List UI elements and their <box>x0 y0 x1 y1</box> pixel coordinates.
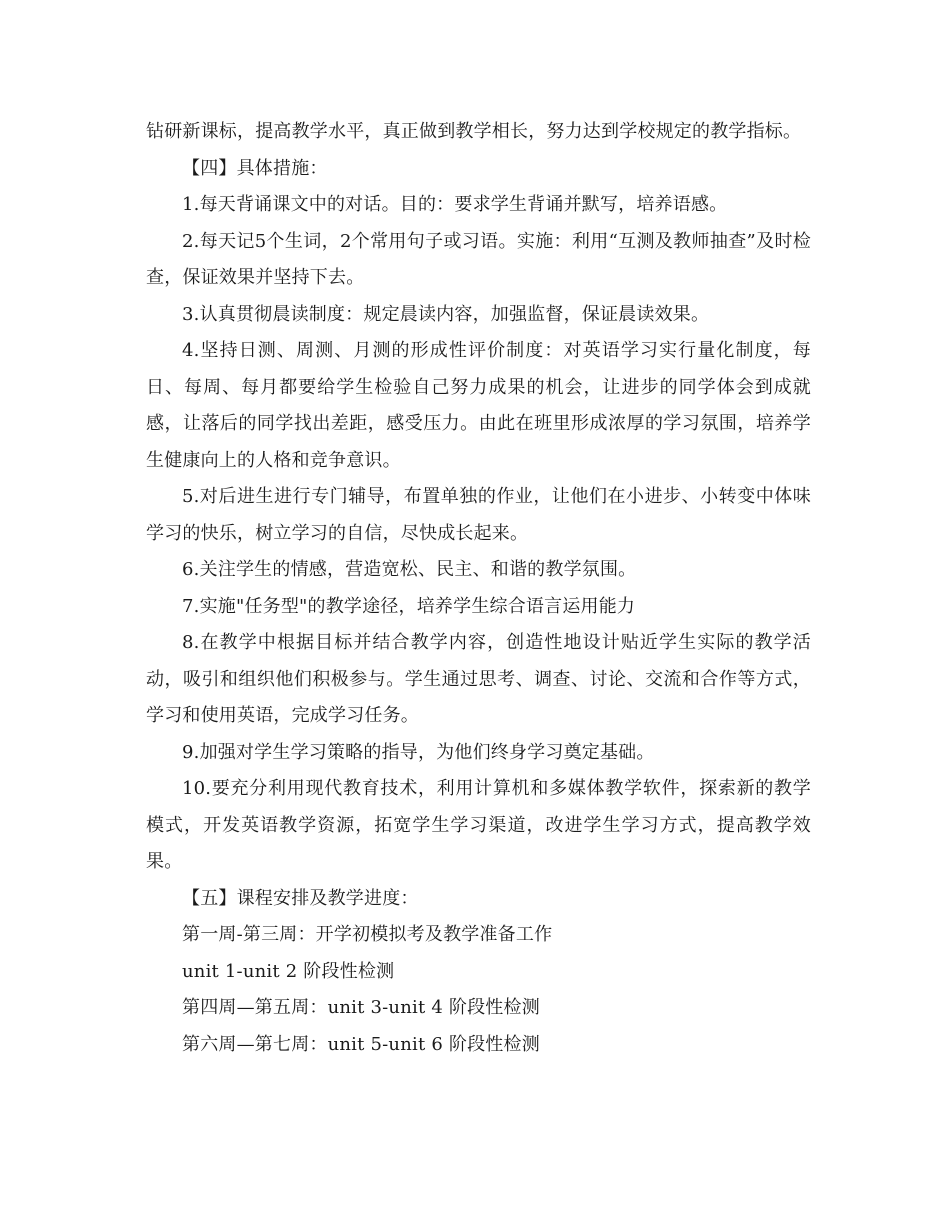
document-body <box>146 114 811 1063</box>
measure-item-7: 7.实施"任务型"的教学途径，培养学生综合语言运用能力 <box>182 595 636 617</box>
measure-item-6: 6.关注学生的情感，营造宽松、民主、和谐的教学氛围。 <box>182 559 637 580</box>
measure-item-9: 9.加强对学生学习策略的指导，为他们终身学习奠定基础。 <box>182 741 655 763</box>
schedule-line-4: 第六周—第七周：unit 5-unit 6 阶段性检测 <box>182 1033 540 1055</box>
measure-item-3: 3.认真贯彻晨读制度：规定晨读内容，加强监督，保证晨读效果。 <box>182 303 710 325</box>
measure-item-1: 1.每天背诵课文中的对话。目的：要求学生背诵并默写，培养语感。 <box>182 194 728 215</box>
measure-item-8: 8.在教学中根据目标并结合教学内容，创造性地设计贴近学生实际的教学活动，吸引和组织他们积极参与。学生通过思考、调查、讨论、交流和合作等方式，学习和使用英语，完成学习任务。 <box>146 632 811 726</box>
measure-item-10: 10.要充分利用现代教育技术，利用计算机和多媒体教学软件，探索新的教学模式，开发英语教学资源，拓宽学生学习渠道，改进学生学习方式，提高教学效果。 <box>146 778 811 872</box>
schedule-line-2: unit 1-unit 2 阶段性检测 <box>182 960 395 982</box>
section-heading-schedule: 【五】课程安排及教学进度： <box>182 887 419 909</box>
measure-item-2: 2.每天记5个生词，2个常用句子或习语。实施：利用“互测及教师抽查”及时检查，保证效果并坚持下去。 <box>146 230 811 288</box>
section-heading-measures: 【四】具体措施： <box>182 157 328 179</box>
schedule-line-3: 第四周—第五周：unit 3-unit 4 阶段性检测 <box>182 997 540 1018</box>
paragraph-continuation: 钻研新课标，提高教学水平，真正做到教学相长，努力达到学校规定的教学指标。 <box>146 121 802 142</box>
measure-item-5: 5.对后进生进行专门辅导，布置单独的作业，让他们在小进步、小转变中体味学习的快乐，树立学习的自信，尽快成长起来。 <box>146 486 811 544</box>
measure-item-4: 4.坚持日测、周测、月测的形成性评价制度：对英语学习实行量化制度，每日、每周、每月都要给学生检验自己努力成果的机会，让进步的同学体会到成就感，让落后的同学找出差距，感受压力。由此在班里形成浓厚的学习氛围，培养学生健康向上的人格和竞争意识。 <box>146 340 811 471</box>
schedule-line-1: 第一周-第三周：开学初模拟考及教学准备工作 <box>182 924 553 945</box>
